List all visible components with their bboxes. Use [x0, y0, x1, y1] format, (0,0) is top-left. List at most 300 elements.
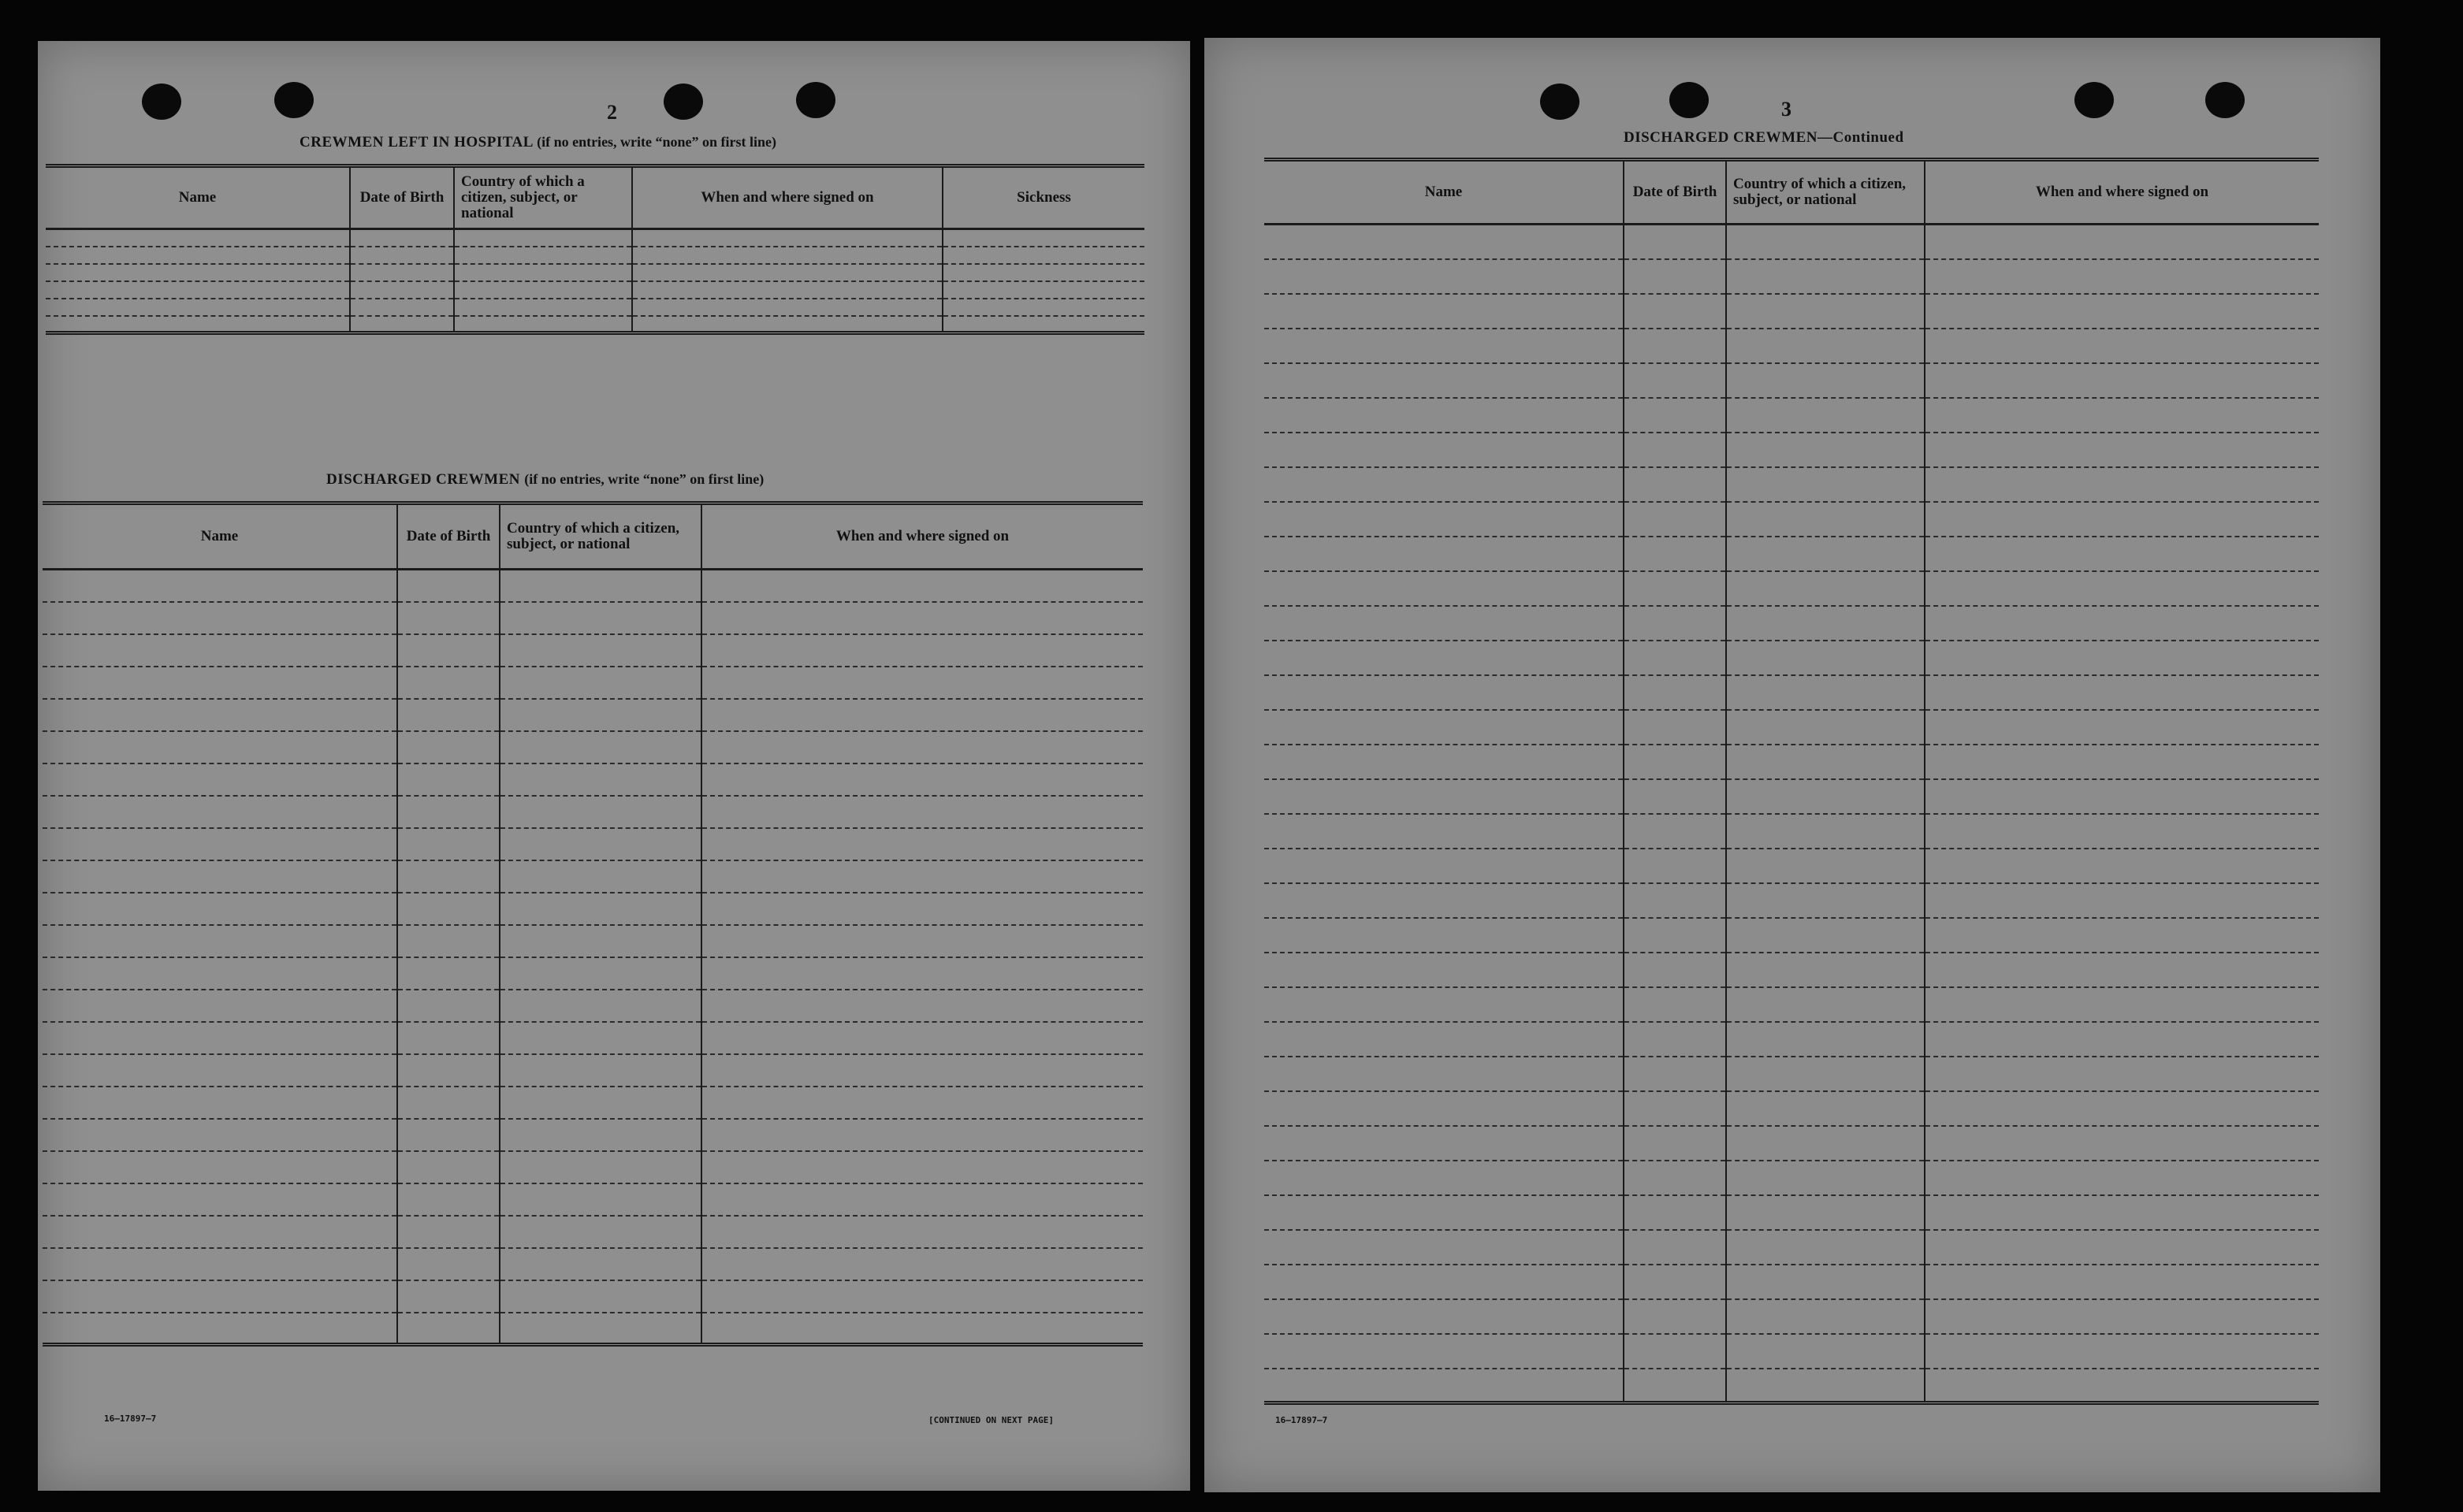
table-cell[interactable]	[500, 699, 701, 731]
table-cell[interactable]	[701, 1119, 1143, 1151]
table-cell[interactable]	[1925, 606, 2319, 641]
table-cell[interactable]	[1726, 1230, 1925, 1265]
form-number: 16—17897—7	[1275, 1415, 1328, 1425]
table-cell[interactable]	[397, 699, 500, 731]
table-cell[interactable]	[1925, 537, 2319, 571]
table-cell[interactable]	[1726, 779, 1925, 814]
table-cell[interactable]	[500, 925, 701, 957]
table-cell[interactable]	[701, 1216, 1143, 1248]
table-cell[interactable]	[397, 602, 500, 634]
table-cell[interactable]	[1264, 675, 1624, 710]
table-cell[interactable]	[1925, 710, 2319, 745]
table-cell[interactable]	[1726, 294, 1925, 329]
table-cell[interactable]	[1726, 675, 1925, 710]
table-cell[interactable]	[500, 1022, 701, 1054]
table-row	[46, 281, 1144, 299]
table-cell[interactable]	[1726, 606, 1925, 641]
table-cell[interactable]	[454, 299, 632, 316]
table-cell[interactable]	[701, 667, 1143, 699]
table-cell[interactable]	[1726, 814, 1925, 849]
table-cell[interactable]	[1264, 433, 1624, 467]
discharged-table	[43, 501, 1143, 1347]
table-cell[interactable]	[1925, 225, 2319, 259]
table-cell[interactable]	[1925, 987, 2319, 1022]
table-cell[interactable]	[350, 281, 454, 299]
table-cell[interactable]	[1726, 398, 1925, 433]
table-cell[interactable]	[1726, 745, 1925, 779]
table-cell[interactable]	[1264, 1265, 1624, 1299]
table-cell[interactable]	[1624, 225, 1726, 259]
table-cell[interactable]	[500, 796, 701, 828]
table-cell[interactable]	[397, 1248, 500, 1280]
table-cell[interactable]	[43, 893, 397, 925]
table-cell[interactable]	[1726, 1265, 1925, 1299]
table-cell[interactable]	[943, 229, 1144, 247]
table-cell[interactable]	[1925, 467, 2319, 502]
table-cell[interactable]	[454, 247, 632, 264]
table-cell[interactable]	[454, 264, 632, 281]
table-cell[interactable]	[1264, 1369, 1624, 1403]
table-cell[interactable]	[701, 957, 1143, 990]
table-cell[interactable]	[1624, 398, 1726, 433]
table-cell[interactable]	[46, 299, 350, 316]
table-cell[interactable]	[1264, 814, 1624, 849]
table-cell[interactable]	[1925, 1265, 2319, 1299]
table-cell[interactable]	[1925, 745, 2319, 779]
table-cell[interactable]	[632, 229, 943, 247]
table-cell[interactable]	[1726, 467, 1925, 502]
table-cell[interactable]	[701, 893, 1143, 925]
table-cell[interactable]	[397, 925, 500, 957]
table-cell[interactable]	[1264, 953, 1624, 987]
table-cell[interactable]	[1925, 1230, 2319, 1265]
table-cell[interactable]	[1925, 814, 2319, 849]
table-cell[interactable]	[1726, 1126, 1925, 1161]
table-cell[interactable]	[701, 699, 1143, 731]
section-title-text: CREWMEN LEFT IN HOSPITAL	[300, 134, 533, 150]
table-cell[interactable]	[500, 634, 701, 667]
table-cell[interactable]	[1726, 502, 1925, 537]
table-cell[interactable]	[1264, 849, 1624, 883]
table-cell[interactable]	[1264, 329, 1624, 363]
table-cell[interactable]	[1624, 1195, 1726, 1230]
table-cell[interactable]	[701, 1280, 1143, 1313]
table-cell[interactable]	[43, 570, 397, 602]
table-cell[interactable]	[1264, 987, 1624, 1022]
table-cell[interactable]	[1925, 433, 2319, 467]
table-row	[43, 925, 1143, 957]
table-cell[interactable]	[1925, 1195, 2319, 1230]
table-cell[interactable]	[1264, 745, 1624, 779]
table-cell[interactable]	[43, 957, 397, 990]
table-cell[interactable]	[1925, 675, 2319, 710]
table-cell[interactable]	[1726, 225, 1925, 259]
table-cell[interactable]	[397, 828, 500, 860]
table-cell[interactable]	[46, 264, 350, 281]
table-cell[interactable]	[43, 1054, 397, 1087]
table-cell[interactable]	[1624, 1369, 1726, 1403]
table-cell[interactable]	[1624, 641, 1726, 675]
table-cell[interactable]	[1264, 571, 1624, 606]
table-cell[interactable]	[1925, 779, 2319, 814]
table-row	[43, 602, 1143, 634]
table-cell[interactable]	[1726, 849, 1925, 883]
table-row	[1264, 1299, 2319, 1334]
table-row	[43, 1151, 1143, 1183]
table-cell[interactable]	[43, 1280, 397, 1313]
table-cell[interactable]	[701, 1313, 1143, 1345]
table-cell[interactable]	[1925, 953, 2319, 987]
table-cell[interactable]	[1264, 467, 1624, 502]
table-cell[interactable]	[1264, 641, 1624, 675]
table-cell[interactable]	[350, 264, 454, 281]
table-cell[interactable]	[46, 229, 350, 247]
table-cell[interactable]	[1925, 849, 2319, 883]
table-cell[interactable]	[1726, 1022, 1925, 1057]
table-cell[interactable]	[397, 763, 500, 796]
table-cell[interactable]	[1925, 502, 2319, 537]
table-cell[interactable]	[1264, 398, 1624, 433]
table-cell[interactable]	[701, 1183, 1143, 1216]
table-cell[interactable]	[701, 860, 1143, 893]
table-cell[interactable]	[43, 1119, 397, 1151]
table-cell[interactable]	[1624, 953, 1726, 987]
table-cell[interactable]	[1624, 1091, 1726, 1126]
table-cell[interactable]	[1264, 1195, 1624, 1230]
table-cell[interactable]	[701, 1248, 1143, 1280]
table-cell[interactable]	[632, 299, 943, 316]
table-cell[interactable]	[1264, 918, 1624, 953]
table-cell[interactable]	[350, 299, 454, 316]
table-cell[interactable]	[1925, 1299, 2319, 1334]
table-cell[interactable]	[397, 1313, 500, 1345]
table-cell[interactable]	[1264, 606, 1624, 641]
table-cell[interactable]	[1624, 467, 1726, 502]
discharged-section-title	[326, 471, 764, 489]
table-cell[interactable]	[701, 1087, 1143, 1119]
table-cell[interactable]	[397, 731, 500, 763]
table-cell[interactable]	[1624, 571, 1726, 606]
left-page	[38, 41, 1190, 1491]
table-cell[interactable]	[500, 602, 701, 634]
table-cell[interactable]	[1925, 398, 2319, 433]
table-cell[interactable]	[500, 1248, 701, 1280]
table-cell[interactable]	[1726, 329, 1925, 363]
table-cell[interactable]	[1925, 1161, 2319, 1195]
table-cell[interactable]	[397, 1054, 500, 1087]
table-row	[1264, 883, 2319, 918]
table-row	[43, 1248, 1143, 1280]
table-row	[1264, 641, 2319, 675]
table-cell[interactable]	[1264, 710, 1624, 745]
table-cell[interactable]	[1925, 1126, 2319, 1161]
table-cell[interactable]	[1726, 1161, 1925, 1195]
table-cell[interactable]	[1624, 1265, 1726, 1299]
table-cell[interactable]	[46, 316, 350, 333]
table-cell[interactable]	[1726, 953, 1925, 987]
table-cell[interactable]	[43, 731, 397, 763]
table-cell[interactable]	[397, 1183, 500, 1216]
punch-hole	[274, 82, 314, 118]
table-cell[interactable]	[1624, 1057, 1726, 1091]
table-cell[interactable]	[1624, 363, 1726, 398]
table-cell[interactable]	[1624, 814, 1726, 849]
table-cell[interactable]	[500, 1280, 701, 1313]
punch-hole	[2205, 82, 2245, 118]
discharged-continued-table	[1264, 158, 2319, 1405]
table-cell[interactable]	[1624, 433, 1726, 467]
table-row	[43, 1119, 1143, 1151]
table-cell[interactable]	[1925, 294, 2319, 329]
table-row	[1264, 1230, 2319, 1265]
column-header: When and where signed on	[632, 166, 943, 229]
table-cell[interactable]	[1726, 883, 1925, 918]
table-cell[interactable]	[43, 860, 397, 893]
table-cell[interactable]	[1925, 1057, 2319, 1091]
table-cell[interactable]	[1726, 363, 1925, 398]
table-cell[interactable]	[350, 247, 454, 264]
table-cell[interactable]	[397, 1087, 500, 1119]
table-row	[1264, 467, 2319, 502]
table-row	[46, 247, 1144, 264]
table-cell[interactable]	[397, 990, 500, 1022]
table-cell[interactable]	[43, 1183, 397, 1216]
table-cell[interactable]	[1726, 1299, 1925, 1334]
table-cell[interactable]	[1264, 502, 1624, 537]
table-cell[interactable]	[1624, 883, 1726, 918]
table-cell[interactable]	[500, 1313, 701, 1345]
section-note: (if no entries, write “none” on first line)	[537, 134, 777, 150]
table-cell[interactable]	[1925, 363, 2319, 398]
table-cell[interactable]	[397, 893, 500, 925]
table-cell[interactable]	[43, 1216, 397, 1248]
table-cell[interactable]	[943, 264, 1144, 281]
table-cell[interactable]	[500, 763, 701, 796]
table-cell[interactable]	[500, 731, 701, 763]
table-cell[interactable]	[1925, 571, 2319, 606]
table-cell[interactable]	[943, 316, 1144, 333]
table-cell[interactable]	[1726, 710, 1925, 745]
table-cell[interactable]	[500, 1183, 701, 1216]
table-row	[1264, 363, 2319, 398]
table-cell[interactable]	[500, 957, 701, 990]
table-cell[interactable]	[500, 860, 701, 893]
table-cell[interactable]	[1264, 1230, 1624, 1265]
table-cell[interactable]	[1925, 1091, 2319, 1126]
table-cell[interactable]	[43, 634, 397, 667]
table-cell[interactable]	[943, 299, 1144, 316]
table-cell[interactable]	[1726, 1091, 1925, 1126]
table-cell[interactable]	[500, 570, 701, 602]
table-cell[interactable]	[1624, 918, 1726, 953]
table-row	[43, 699, 1143, 731]
table-cell[interactable]	[632, 247, 943, 264]
table-cell[interactable]	[1624, 1334, 1726, 1369]
table-cell[interactable]	[397, 1280, 500, 1313]
table-cell[interactable]	[1726, 1057, 1925, 1091]
table-cell[interactable]	[701, 731, 1143, 763]
table-cell[interactable]	[632, 264, 943, 281]
table-cell[interactable]	[500, 1151, 701, 1183]
table-cell[interactable]	[500, 1216, 701, 1248]
table-cell[interactable]	[397, 1022, 500, 1054]
table-row	[1264, 294, 2319, 329]
table-cell[interactable]	[1624, 1230, 1726, 1265]
table-cell[interactable]	[1925, 1369, 2319, 1403]
table-cell[interactable]	[1624, 1299, 1726, 1334]
table-cell[interactable]	[1264, 259, 1624, 294]
table-cell[interactable]	[397, 1119, 500, 1151]
table-cell[interactable]	[454, 229, 632, 247]
page-number: 2	[607, 101, 617, 124]
table-cell[interactable]	[500, 1119, 701, 1151]
table-row	[1264, 225, 2319, 259]
table-cell[interactable]	[701, 1054, 1143, 1087]
table-cell[interactable]	[43, 1151, 397, 1183]
table-cell[interactable]	[943, 247, 1144, 264]
table-cell[interactable]	[1624, 675, 1726, 710]
table-row	[1264, 710, 2319, 745]
table-cell[interactable]	[500, 1087, 701, 1119]
table-cell[interactable]	[43, 763, 397, 796]
table-cell[interactable]	[701, 925, 1143, 957]
table-cell[interactable]	[454, 281, 632, 299]
table-cell[interactable]	[701, 1151, 1143, 1183]
table-cell[interactable]	[1624, 502, 1726, 537]
table-cell[interactable]	[1264, 1334, 1624, 1369]
table-cell[interactable]	[43, 990, 397, 1022]
table-cell[interactable]	[1624, 1022, 1726, 1057]
table-cell[interactable]	[1264, 225, 1624, 259]
continued-note: [CONTINUED ON NEXT PAGE]	[928, 1415, 1054, 1425]
table-cell[interactable]	[43, 1248, 397, 1280]
table-cell[interactable]	[43, 602, 397, 634]
table-cell[interactable]	[1624, 779, 1726, 814]
table-cell[interactable]	[46, 247, 350, 264]
table-cell[interactable]	[701, 990, 1143, 1022]
table-cell[interactable]	[701, 1022, 1143, 1054]
table-cell[interactable]	[701, 634, 1143, 667]
table-cell[interactable]	[632, 316, 943, 333]
table-cell[interactable]	[1264, 1091, 1624, 1126]
table-cell[interactable]	[500, 990, 701, 1022]
table-cell[interactable]	[1264, 363, 1624, 398]
table-cell[interactable]	[397, 796, 500, 828]
table-cell[interactable]	[1264, 1126, 1624, 1161]
table-row	[1264, 814, 2319, 849]
table-cell[interactable]	[43, 1313, 397, 1345]
table-cell[interactable]	[701, 763, 1143, 796]
table-cell[interactable]	[1624, 987, 1726, 1022]
table-row	[1264, 987, 2319, 1022]
table-cell[interactable]	[701, 602, 1143, 634]
table-cell[interactable]	[397, 667, 500, 699]
table-cell[interactable]	[500, 1054, 701, 1087]
table-cell[interactable]	[397, 634, 500, 667]
table-cell[interactable]	[397, 570, 500, 602]
table-cell[interactable]	[1726, 537, 1925, 571]
table-cell[interactable]	[43, 796, 397, 828]
table-cell[interactable]	[1624, 537, 1726, 571]
table-cell[interactable]	[43, 699, 397, 731]
punch-hole	[2074, 82, 2114, 118]
table-cell[interactable]	[43, 667, 397, 699]
table-cell[interactable]	[1925, 329, 2319, 363]
table-cell[interactable]	[1925, 918, 2319, 953]
table-cell[interactable]	[701, 796, 1143, 828]
table-cell[interactable]	[1624, 1126, 1726, 1161]
table-cell[interactable]	[1624, 710, 1726, 745]
table-cell[interactable]	[1624, 745, 1726, 779]
table-cell[interactable]	[43, 1022, 397, 1054]
table-cell[interactable]	[43, 828, 397, 860]
table-cell[interactable]	[1264, 1022, 1624, 1057]
table-cell[interactable]	[454, 316, 632, 333]
table-row	[43, 1087, 1143, 1119]
table-cell[interactable]	[1925, 883, 2319, 918]
column-header: Country of which a citizen, subject, or national	[454, 166, 632, 229]
table-cell[interactable]	[1726, 1334, 1925, 1369]
table-cell[interactable]	[1925, 1334, 2319, 1369]
table-cell[interactable]	[701, 570, 1143, 602]
table-cell[interactable]	[397, 860, 500, 893]
table-cell[interactable]	[350, 316, 454, 333]
table-cell[interactable]	[1264, 779, 1624, 814]
table-row	[1264, 571, 2319, 606]
table-cell[interactable]	[1264, 1057, 1624, 1091]
table-cell[interactable]	[1264, 537, 1624, 571]
table-cell[interactable]	[1726, 641, 1925, 675]
table-cell[interactable]	[1726, 433, 1925, 467]
table-cell[interactable]	[1624, 849, 1726, 883]
table-cell[interactable]	[500, 828, 701, 860]
table-cell[interactable]	[1726, 1195, 1925, 1230]
table-cell[interactable]	[397, 957, 500, 990]
table-cell[interactable]	[397, 1151, 500, 1183]
table-cell[interactable]	[1264, 1299, 1624, 1334]
table-cell[interactable]	[1264, 1161, 1624, 1195]
table-cell[interactable]	[1264, 294, 1624, 329]
table-cell[interactable]	[1624, 606, 1726, 641]
table-cell[interactable]	[1726, 987, 1925, 1022]
table-row	[1264, 433, 2319, 467]
table-cell[interactable]	[701, 828, 1143, 860]
table-cell[interactable]	[1624, 329, 1726, 363]
table-row	[46, 299, 1144, 316]
table-cell[interactable]	[1624, 1161, 1726, 1195]
table-cell[interactable]	[632, 281, 943, 299]
table-cell[interactable]	[397, 1216, 500, 1248]
table-cell[interactable]	[1726, 571, 1925, 606]
table-cell[interactable]	[1925, 641, 2319, 675]
table-cell[interactable]	[1726, 1369, 1925, 1403]
table-cell[interactable]	[943, 281, 1144, 299]
table-cell[interactable]	[43, 1087, 397, 1119]
table-cell[interactable]	[350, 229, 454, 247]
table-cell[interactable]	[1925, 1022, 2319, 1057]
table-cell[interactable]	[1264, 883, 1624, 918]
table-cell[interactable]	[1624, 259, 1726, 294]
table-cell[interactable]	[1726, 259, 1925, 294]
table-cell[interactable]	[1624, 294, 1726, 329]
table-row	[43, 1054, 1143, 1087]
table-cell[interactable]	[46, 281, 350, 299]
table-cell[interactable]	[500, 667, 701, 699]
table-cell[interactable]	[500, 893, 701, 925]
table-cell[interactable]	[43, 925, 397, 957]
table-cell[interactable]	[1726, 918, 1925, 953]
table-cell[interactable]	[1925, 259, 2319, 294]
